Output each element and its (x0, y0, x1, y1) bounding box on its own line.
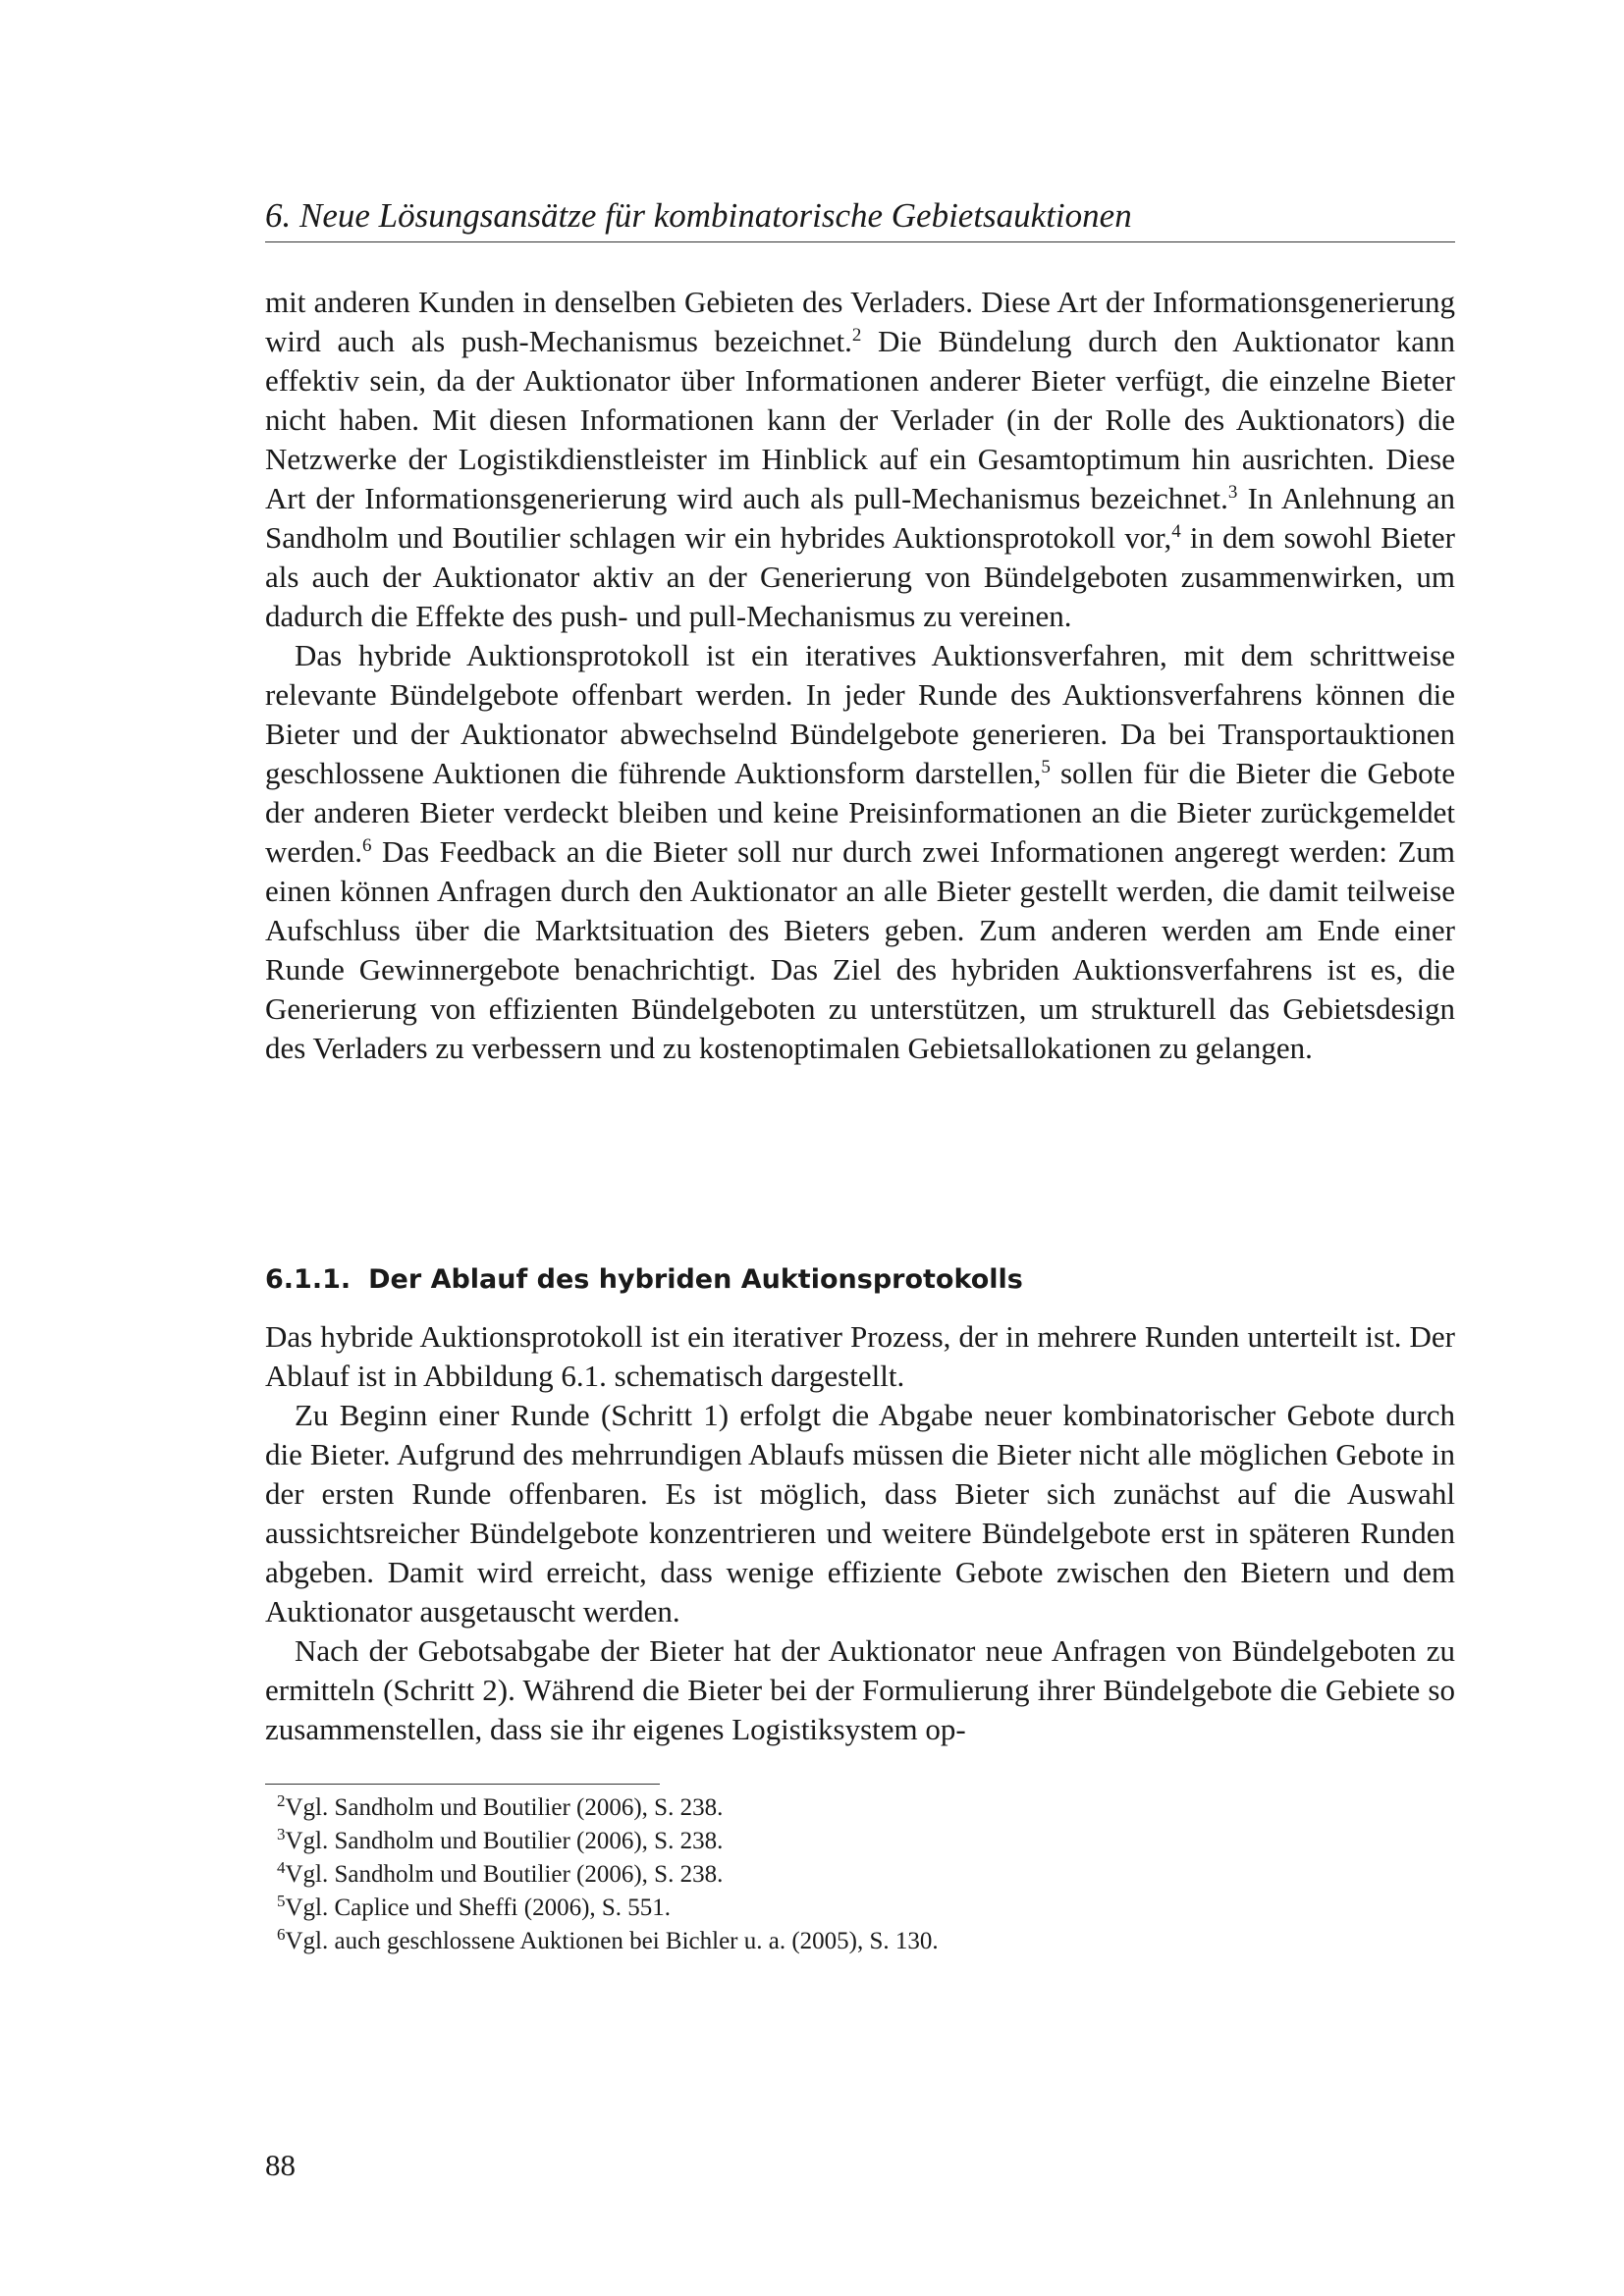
paragraph (265, 636, 1455, 1068)
section-heading (265, 1262, 1455, 1298)
footnote-marker[interactable]: 4 (1171, 521, 1181, 542)
footnote-marker[interactable]: 3 (1227, 482, 1238, 503)
running-header: 6. Neue Lösungsansätze für kombinatorische Gebietsauktionen (265, 192, 1455, 242)
paragraph: Das hybride Auktionsprotokoll ist ein iterativer Prozess, der in mehrere Runden unterteilt ist. Der Ablauf ist in Abbildung 6.1. schematisch dargestellt. (265, 1319, 1455, 1393)
page-number: 88 (265, 2148, 296, 2182)
sentence: In Anlehnung an Sandholm und Boutilier schlagen wir ein hybrides Auktionsprotokoll vor, (265, 481, 1455, 555)
footnote-text: Vgl. Sandholm und Boutilier (2006), S. 238. (285, 1861, 724, 1888)
footnote (265, 1892, 1455, 1925)
footnote-text: Vgl. Sandholm und Boutilier (2006), S. 238. (285, 1794, 724, 1821)
sentence: sollen für die Bieter die Gebote der anderen Bieter verdeckt bleiben und keine Preisinformationen an die Bieter zurückgemeldet werden. (265, 756, 1455, 869)
body-text-top (265, 283, 1455, 1068)
footnote (265, 1925, 1455, 1958)
sentence: Das Feedback an die Bieter soll nur durch zwei Informationen angeregt werden: Zum einen können Anfragen durch den Auktionator an alle Bieter gestellt werden, die damit teilweise Aufschluss über die Marktsituation des Bieters geben. Zum anderen werden am Ende einer Runde Gewinnergebote benachrichtigt. Das Ziel des hybriden Auktionsverfahrens ist es, die Generierung von effizienten Bündelgeboten zu unterstützen, um strukturell das Gebietsdesign des Verladers zu verbessern und zu kostenoptimalen Gebietsallokationen zu gelangen. (265, 834, 1455, 1065)
footnote (265, 1858, 1455, 1892)
footnote (265, 1825, 1455, 1858)
footnote-number: 2 (277, 1791, 286, 1810)
footnotes (265, 1791, 1455, 1958)
footnote-text: Vgl. Sandholm und Boutilier (2006), S. 238. (285, 1828, 724, 1854)
sentence: in dem sowohl Bieter als auch der Auktionator aktiv an der Generierung von Bündelgeboten zusammenwirken, um dadurch die Effekte des push- und pull-Mechanismus zu vereinen. (265, 520, 1455, 633)
sentence: Das hybride Auktionsprotokoll ist ein iteratives Auktionsverfahren, mit dem schrittweise relevante Bündelgebote offenbart werden. In jeder Runde des Auktionsverfahrens können die Bieter und der Auktionator abwechselnd Bündelgebote generieren. Da bei Transportauktionen geschlossene Auktionen die führende Auktionsform darstellen, (265, 638, 1455, 790)
sentence: mit anderen Kunden in denselben Gebieten des Verladers. Diese Art der Informationsgenerierung wird auch als push-Mechanismus bezeichnet. (265, 285, 1455, 358)
section-number: 6.1.1. (265, 1264, 352, 1295)
paragraph (265, 283, 1455, 636)
body-text-section (265, 1317, 1455, 1749)
footnote-number: 6 (277, 1925, 286, 1944)
footnote-number: 5 (277, 1892, 286, 1910)
footnote-marker[interactable]: 5 (1041, 757, 1051, 777)
sentence: Die Bündelung durch den Auktionator kann effektiv sein, da der Auktionator über Informationen anderer Bieter verfügt, die einzelne Bieter nicht haben. Mit diesen Informationen kann der Verlader (in der Rolle des Auktionators) die Netzwerke der Logistikdienstleister im Hinblick auf ein Gesamtoptimum hin ausrichten. Diese Art der Informationsgenerierung wird auch als pull-Mechanismus bezeichnet. (265, 324, 1455, 515)
footnote (265, 1791, 1455, 1825)
footnote-marker[interactable]: 2 (851, 325, 862, 346)
footnote-number: 4 (277, 1858, 286, 1877)
section-title: Der Ablauf des hybriden Auktionsprotokolls (368, 1264, 1023, 1295)
footnote-divider (265, 1784, 660, 1785)
footnote-marker[interactable]: 6 (361, 835, 372, 856)
paragraph: Zu Beginn einer Runde (Schritt 1) erfolgt die Abgabe neuer kombinatorischer Gebote durch die Bieter. Aufgrund des mehrrundigen Ablaufs müssen die Bieter nicht alle möglichen Gebote in der ersten Runde offenbaren. Es ist möglich, dass Bieter sich zunächst auf die Auswahl aussichtsreicher Bündelgebote konzentrieren und weitere Bündelgebote erst in späteren Runden abgeben. Damit wird erreicht, dass wenige effiziente Gebote zwischen den Bietern und dem Auktionator ausgetauscht werden. (265, 1398, 1455, 1629)
paragraph: Nach der Gebotsabgabe der Bieter hat der Auktionator neue Anfragen von Bündelgeboten zu ermitteln (Schritt 2). Während die Bieter bei der Formulierung ihrer Bündelgebote die Gebiete so zusammenstellen, dass sie ihr eigenes Logistiksystem op- (265, 1633, 1455, 1746)
footnote-text: Vgl. auch geschlossene Auktionen bei Bichler u. a. (2005), S. 130. (285, 1928, 939, 1954)
footnote-number: 3 (277, 1825, 286, 1843)
footnote-text: Vgl. Caplice und Sheffi (2006), S. 551. (285, 1895, 672, 1921)
